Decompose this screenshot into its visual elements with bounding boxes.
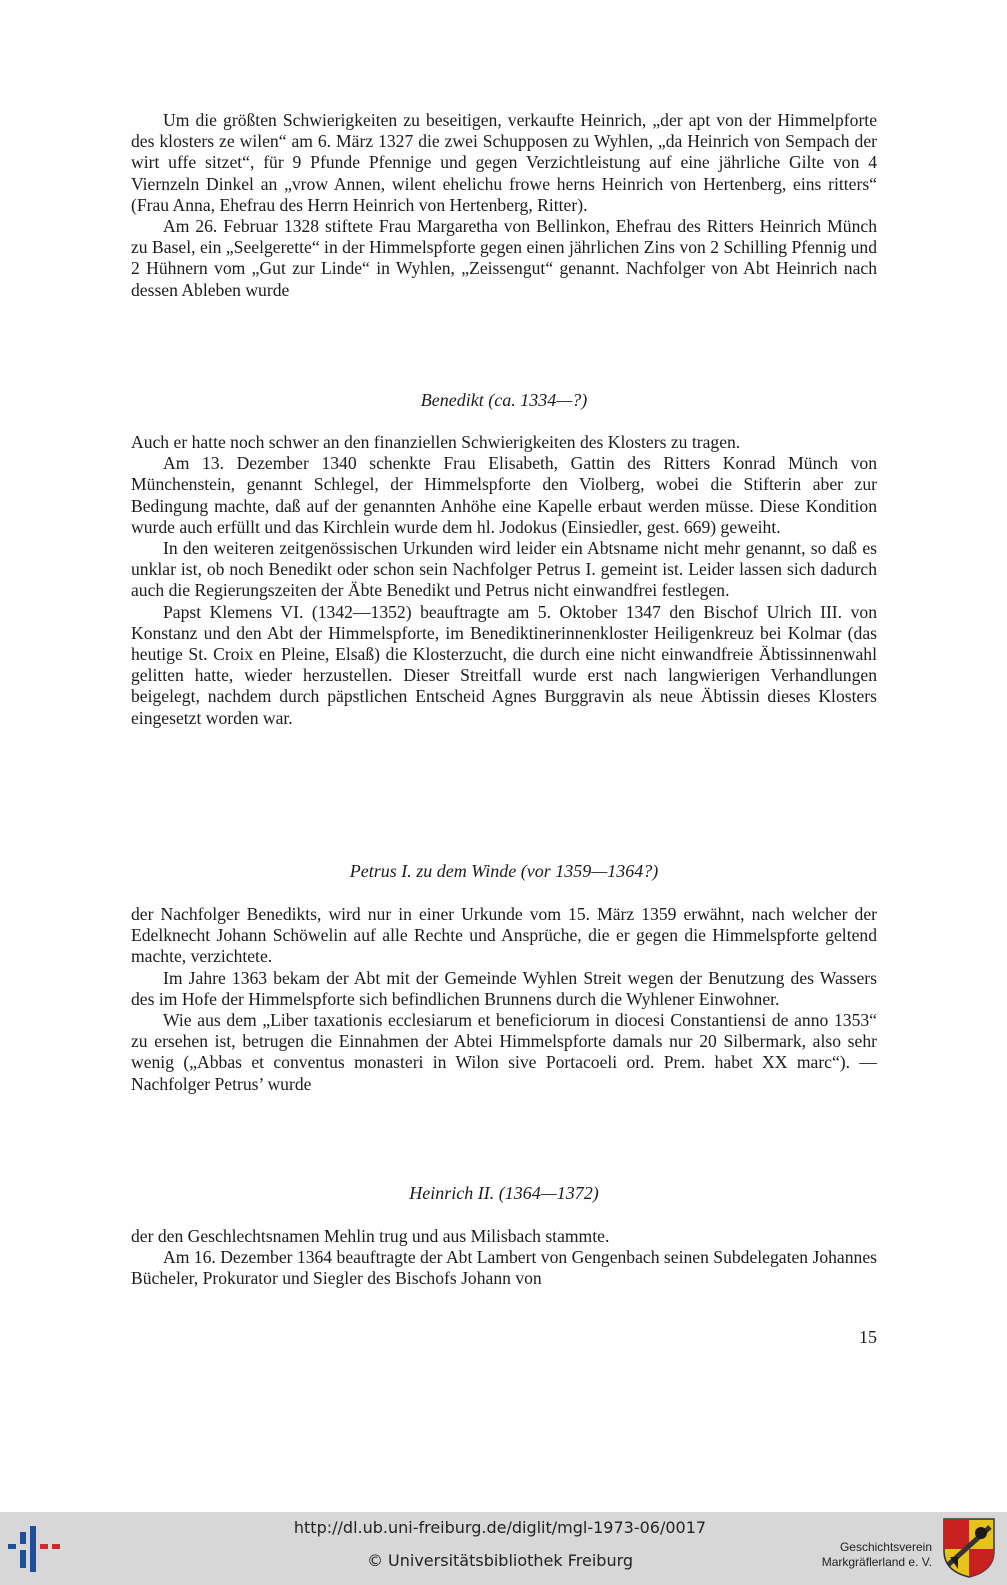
page-number: 15 — [859, 1327, 877, 1347]
footer-bar — [0, 1512, 1007, 1585]
paragraph: Auch er hatte noch schwer an den finanziellen Schwierigkeiten des Klosters zu tragen. — [131, 432, 741, 452]
text-block-benedikt — [131, 432, 877, 729]
paragraph: Am 26. Februar 1328 stiftete Frau Margaretha von Bellinkon, Ehefrau des Ritters Heinrich Münch zu Basel, ein „Seelgerette“ in der Himmelspforte gegen einen jährlichen Zins von 2 Schilling Pfennig und 2 Hühnern vom „Gut zur Linde“ in Wyhlen, „Zeissengut“ genannt. Nachfolger von Abt Heinrich nach dessen Ableben wurde — [131, 216, 877, 300]
copyright-text: © Universitätsbibliothek Freiburg — [366, 1551, 634, 1570]
coat-of-arms-icon[interactable] — [942, 1517, 996, 1583]
text-block-intro — [131, 110, 877, 301]
paragraph: der Nachfolger Benedikts, wird nur in einer Urkunde vom 15. März 1359 erwähnt, nach welcher der Edelknecht Johann Schöwelin auf alle Rechte und Ansprüche, die er gegen die Himmelspforte geltend machte, verzichtete. — [131, 904, 877, 967]
paragraph: Um die größten Schwierigkeiten zu beseitigen, verkaufte Heinrich, „der apt von der Himmelpforte des klosters ze wilen“ am 6. März 1327 die zwei Schupposen zu Wyhlen, „da Heinrich von Sempach der wirt uffe sitzet“, für 9 Pfunde Pfennige und gegen Verzichtleistung auf eine jährliche Gilte von 4 Viernzeln Dinkel an „vrow Annen, wilent ehelichu frowe herns Heinrich von Hertenberg, eins ritters“ (Frau Anna, Ehefrau des Herrn Heinrich von Hertenberg, Ritter). — [131, 110, 877, 215]
section-heading-petrus: Petrus I. zu dem Winde (vor 1359—1364?) — [349, 861, 659, 881]
text-block-heinrich — [131, 1226, 877, 1290]
section-heading-heinrich: Heinrich II. (1364—1372) — [409, 1183, 599, 1203]
paragraph: Im Jahre 1363 bekam der Abt mit der Gemeinde Wyhlen Streit wegen der Benutzung des Wassers des im Hofe der Himmelspforte sich befindlichen Brunnens durch die Wyhlener Einwohner. — [131, 967, 877, 1009]
text-block-petrus — [131, 904, 877, 1095]
paragraph: der den Geschlechtsnamen Mehlin trug und aus Milisbach stammte. — [131, 1226, 610, 1246]
section-heading-benedikt: Benedikt (ca. 1334—?) — [420, 390, 588, 410]
paragraph: In den weiteren zeitgenössischen Urkunden wird leider ein Abtsname nicht mehr genannt, so daß es unklar ist, ob noch Benedikt oder schon sein Nachfolger Petrus I. gemeint ist. Leider lassen sich dadurch auch die Regierungszeiten der Äbte Benedikt und Petrus nicht einwandfrei festlegen. — [131, 538, 877, 601]
society-name-line1: Geschichtsverein — [839, 1540, 932, 1554]
society-name — [770, 1540, 932, 1570]
paragraph: Papst Klemens VI. (1342—1352) beauftragte am 5. Oktober 1347 den Bischof Ulrich III. von Konstanz und den Abt der Himmelspforte, im Benediktinerinnenkloster Heiligenkreuz bei Kolmar (das heutige St. Croix en Pleine, Elsaß) die Klosterzucht, die durch eine nicht einwandfreie Äbtissinnenwahl gelitten hatte, wieder herzustellen. Dieser Streitfall wurde erst nach langwierigen Verhandlungen beigelegt, nachdem durch päpstlichen Entscheid Agnes Burggravin als neue Äbtissin dieses Klosters eingesetzt worden war. — [131, 601, 877, 728]
society-name-line2: Markgräflerland e. V. — [821, 1555, 932, 1569]
ub-freiburg-logo-icon[interactable] — [8, 1526, 64, 1576]
paragraph: Am 16. Dezember 1364 beauftragte der Abt Lambert von Gengenbach seinen Subdelegaten Johannes Bücheler, Prokurator und Siegler des Bischofs Johann von — [131, 1247, 877, 1289]
paragraph: Am 13. Dezember 1340 schenkte Frau Elisabeth, Gattin des Ritters Konrad Münch von Münchenstein, genannt Schlegel, der Himmelspforte den Violberg, wobei die Stifterin aber zur Bedingung machte, daß auf der genannten Anhöhe eine Kapelle erbaut werden müsse. Diese Kondition wurde auch erfüllt und das Kirchlein wurde dem hl. Jodokus (Einsiedler, gest. 669) geweiht. — [131, 453, 877, 537]
source-url-link[interactable]: http://dl.ub.uni-freiburg.de/diglit/mgl-1973-06/0017 — [293, 1518, 707, 1537]
paragraph: Wie aus dem „Liber taxationis ecclesiarum et beneficiorum in diocesi Constantiensi de anno 1353“ zu ersehen ist, betrugen die Einnahmen der Abtei Himmelspforte damals nur 20 Silbermark, also sehr wenig („Abbas et conventus monasteri in Wilon sive Portacoeli ord. Prem. habet XX marc“). — Nachfolger Petrus’ wurde — [131, 1010, 877, 1094]
